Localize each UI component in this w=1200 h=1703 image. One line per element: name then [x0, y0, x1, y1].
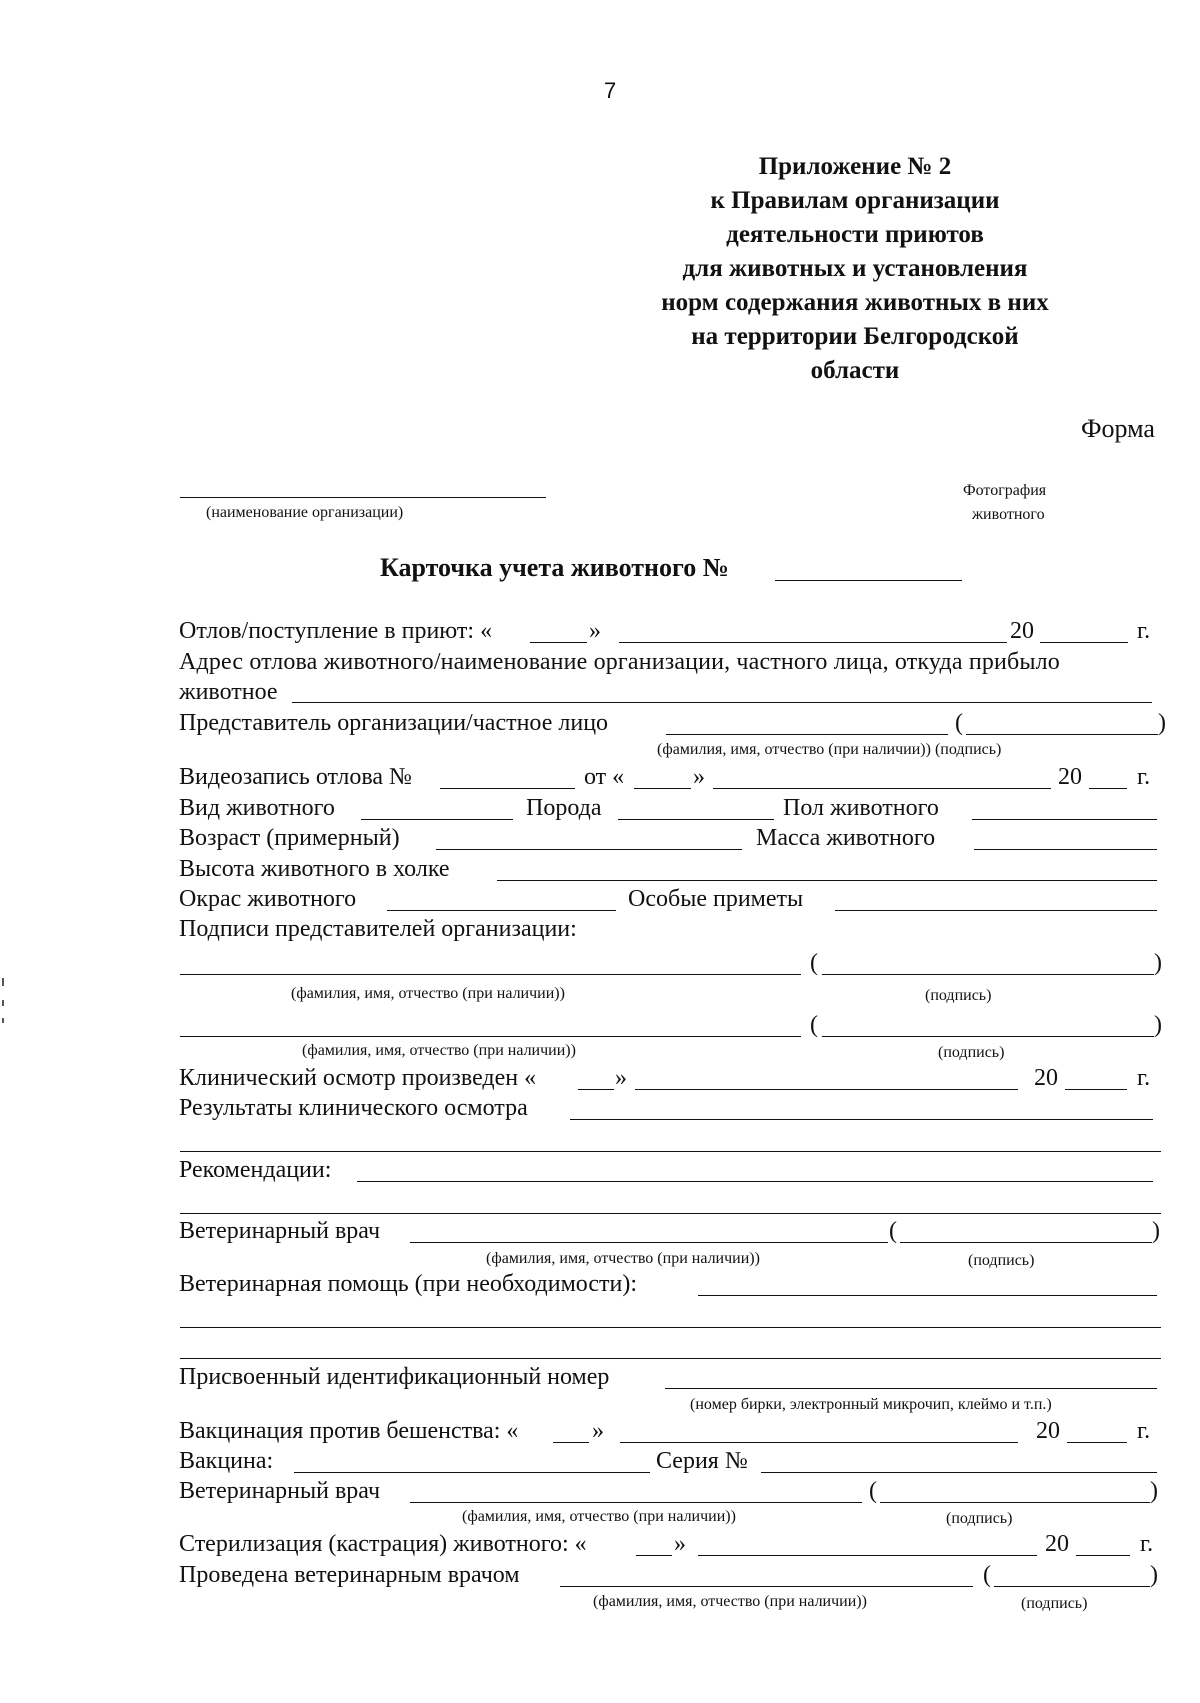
clinical-month-line[interactable] [635, 1089, 1018, 1090]
address-label: Адрес отлова животного/наименование организации, частного лица, откуда прибыло [179, 649, 1060, 675]
year-suffix: г. [1140, 1531, 1154, 1557]
weight-label: Масса животного [756, 825, 936, 851]
sex-label: Пол животного [783, 795, 939, 821]
close-paren: ) [1154, 950, 1162, 976]
year-prefix: 20 [1010, 618, 1034, 644]
vet-help-line-2[interactable] [180, 1327, 1161, 1328]
vet-label: Ветеринарный врач [179, 1218, 381, 1244]
vet-label: Ветеринарный врач [179, 1478, 381, 1504]
card-title: Карточка учета животного № [380, 553, 729, 582]
appendix-line: к Правилам организации [710, 187, 1000, 214]
sterilization-year-line[interactable] [1076, 1555, 1130, 1556]
representative-fio-line[interactable] [666, 734, 948, 735]
vet-help-label: Ветеринарная помощь (при необходимости): [179, 1271, 638, 1297]
year-suffix: г. [1137, 1065, 1151, 1091]
sterilization-day-line[interactable] [636, 1555, 672, 1556]
clinical-day-line[interactable] [578, 1089, 614, 1090]
color-line[interactable] [387, 910, 616, 911]
close-quote: » [592, 1418, 604, 1444]
close-paren: ) [1152, 1218, 1160, 1244]
height-line[interactable] [497, 880, 1157, 881]
weight-line[interactable] [974, 849, 1157, 850]
close-paren: ) [1150, 1562, 1158, 1588]
appendix-line: на территории Белгородской [691, 323, 1019, 350]
video-month-line[interactable] [713, 788, 1051, 789]
id-number-label: Присвоенный идентификационный номер [179, 1364, 610, 1390]
appendix-line: области [810, 357, 900, 384]
performed-by-label: Проведена ветеринарным врачом [179, 1562, 520, 1588]
open-paren: ( [983, 1562, 991, 1588]
breed-label: Порода [526, 795, 602, 821]
close-quote: » [615, 1065, 627, 1091]
year-prefix: 20 [1058, 764, 1082, 790]
height-label: Высота животного в холке [179, 856, 450, 882]
vet2-sign-caption: (подпись) [946, 1510, 1013, 1527]
age-label: Возраст (примерный) [179, 825, 400, 851]
recommendations-label: Рекомендации: [179, 1157, 332, 1183]
open-paren: ( [810, 1012, 818, 1038]
appendix-line: норм содержания животных в них [661, 289, 1049, 316]
performed-by-fio-caption: (фамилия, имя, отчество (при наличии)) [593, 1593, 867, 1610]
video-year-line[interactable] [1089, 788, 1127, 789]
close-quote: » [693, 764, 705, 790]
form-label: Форма [1081, 414, 1155, 443]
performed-by-fio-line[interactable] [560, 1586, 973, 1587]
rabies-year-line[interactable] [1067, 1442, 1127, 1443]
scan-artifact [2, 978, 4, 986]
video-day-line[interactable] [634, 788, 691, 789]
video-from-label: от « [584, 764, 625, 790]
org-name-caption: (наименование организации) [206, 504, 404, 521]
vet1-sign-caption: (подпись) [968, 1252, 1035, 1269]
year-prefix: 20 [1034, 1065, 1058, 1091]
capture-year-line[interactable] [1040, 642, 1128, 643]
close-paren: ) [1158, 710, 1166, 736]
species-line[interactable] [361, 819, 513, 820]
year-prefix: 20 [1045, 1531, 1069, 1557]
representative-sign-line[interactable] [966, 734, 1158, 735]
series-line[interactable] [761, 1472, 1157, 1473]
vet1-sign-line[interactable] [900, 1242, 1152, 1243]
performed-by-sign-caption: (подпись) [1021, 1595, 1088, 1612]
org-name-line[interactable] [180, 497, 546, 498]
photo-caption-line1: Фотография [963, 482, 1047, 499]
close-quote: » [674, 1531, 686, 1557]
clinical-results-line-2[interactable] [180, 1151, 1161, 1152]
marks-label: Особые приметы [628, 886, 804, 912]
year-suffix: г. [1137, 1418, 1151, 1444]
scan-artifact [2, 1018, 4, 1023]
fio-sign-caption: (фамилия, имя, отчество (при наличии)) (подпись) [657, 741, 1002, 758]
signer1-sign-caption: (подпись) [925, 987, 992, 1004]
recommendations-line-2[interactable] [180, 1213, 1161, 1214]
color-label: Окрас животного [179, 886, 357, 912]
close-paren: ) [1150, 1478, 1158, 1504]
open-paren: ( [889, 1218, 897, 1244]
vet-help-line[interactable] [698, 1295, 1157, 1296]
signer2-sign-line[interactable] [822, 1036, 1154, 1037]
year-prefix: 20 [1036, 1418, 1060, 1444]
vet1-fio-line[interactable] [410, 1242, 888, 1243]
signer2-fio-line[interactable] [180, 1036, 801, 1037]
vet2-fio-caption: (фамилия, имя, отчество (при наличии)) [462, 1508, 736, 1525]
appendix-line: деятельности приютов [726, 221, 984, 248]
capture-label: Отлов/поступление в приют: « [179, 618, 493, 644]
breed-line[interactable] [618, 819, 774, 820]
open-paren: ( [955, 710, 963, 736]
year-suffix: г. [1137, 618, 1151, 644]
appendix-line: для животных и установления [682, 255, 1028, 282]
appendix-heading [620, 150, 1090, 388]
clinical-label: Клинический осмотр произведен « [179, 1065, 537, 1091]
photo-caption-line2: животного [972, 506, 1045, 523]
scan-artifact [2, 1000, 4, 1006]
performed-by-sign-line[interactable] [994, 1586, 1150, 1587]
recommendations-line[interactable] [357, 1181, 1153, 1182]
signatures-label: Подписи представителей организации: [179, 916, 577, 942]
id-number-line[interactable] [665, 1388, 1157, 1389]
address-label-cont: животное [179, 679, 278, 705]
close-paren: ) [1154, 1012, 1162, 1038]
card-number-line[interactable] [775, 580, 962, 581]
appendix-line: Приложение № 2 [758, 153, 952, 180]
video-number-line[interactable] [440, 788, 575, 789]
rabies-month-line[interactable] [620, 1442, 1018, 1443]
marks-line[interactable] [835, 910, 1157, 911]
vet-help-line-3[interactable] [180, 1358, 1161, 1359]
sex-line[interactable] [972, 819, 1157, 820]
clinical-results-line[interactable] [570, 1119, 1153, 1120]
year-suffix: г. [1137, 764, 1151, 790]
page-number: 7 [604, 78, 617, 103]
clinical-results-label: Результаты клинического осмотра [179, 1095, 528, 1121]
species-label: Вид животного [179, 795, 335, 821]
video-label: Видеозапись отлова № [179, 764, 412, 790]
sterilization-label: Стерилизация (кастрация) животного: « [179, 1531, 587, 1557]
id-number-caption: (номер бирки, электронный микрочип, клеймо и т.п.) [690, 1396, 1052, 1413]
signer1-sign-line[interactable] [822, 974, 1154, 975]
capture-day-line[interactable] [530, 642, 587, 643]
signer2-fio-caption: (фамилия, имя, отчество (при наличии)) [302, 1042, 576, 1059]
signer2-sign-caption: (подпись) [938, 1044, 1005, 1061]
signer1-fio-caption: (фамилия, имя, отчество (при наличии)) [291, 985, 565, 1002]
vaccine-label: Вакцина: [179, 1448, 274, 1474]
vet2-sign-line[interactable] [880, 1502, 1150, 1503]
capture-month-line[interactable] [619, 642, 1007, 643]
representative-label: Представитель организации/частное лицо [179, 710, 609, 736]
signer1-fio-line[interactable] [180, 974, 801, 975]
rabies-label: Вакцинация против бешенства: « [179, 1418, 519, 1444]
close-quote: » [589, 618, 601, 644]
open-paren: ( [869, 1478, 877, 1504]
sterilization-month-line[interactable] [698, 1555, 1037, 1556]
rabies-day-line[interactable] [553, 1442, 589, 1443]
address-line[interactable] [292, 702, 1152, 703]
vaccine-line[interactable] [294, 1472, 650, 1473]
age-line[interactable] [436, 849, 742, 850]
clinical-year-line[interactable] [1065, 1089, 1127, 1090]
vet1-fio-caption: (фамилия, имя, отчество (при наличии)) [486, 1250, 760, 1267]
vet2-fio-line[interactable] [410, 1502, 862, 1503]
open-paren: ( [810, 950, 818, 976]
series-label: Серия № [656, 1448, 748, 1474]
